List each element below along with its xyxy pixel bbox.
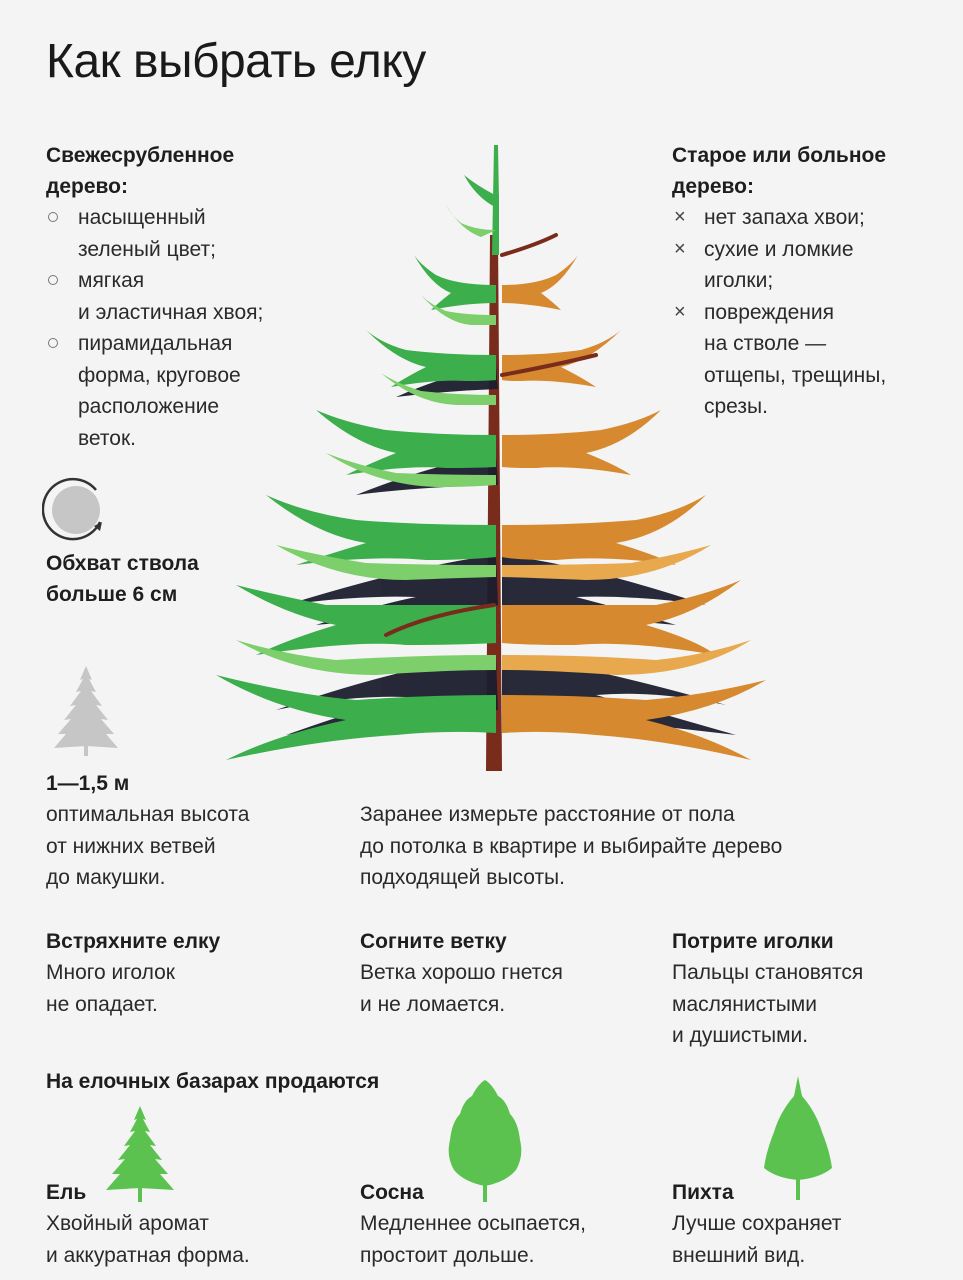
circle-bullet-icon (48, 275, 58, 285)
old-item: × нет запаха хвои; (672, 202, 952, 234)
fresh-item: мягкая и эластичная хвоя; (46, 265, 336, 328)
trunk-girth-label: Обхват ствола больше 6 см (46, 552, 199, 606)
tip-rub: Потрите иголки Пальцы становятся маслянистыми и душистыми. (672, 930, 864, 1047)
height-block (46, 768, 249, 894)
height-value: 1—1,5 м (46, 772, 130, 795)
measure-note: Заранее измерьте расстояние от пола до потолка в квартире и выбирайте дерево подходящей высоты. (360, 803, 783, 889)
fresh-heading: Свежесрубленное дерево: (46, 144, 235, 198)
trunk-girth-icon (42, 476, 112, 546)
market-pine: Сосна Медленнее осыпается, простоит дольше. (360, 1181, 586, 1267)
cross-bullet-icon: × (674, 206, 686, 228)
cross-bullet-icon: × (674, 300, 686, 323)
fresh-item: пирамидальная форма, круговое расположение веток. (46, 328, 336, 454)
height-tree-icon (50, 664, 122, 756)
tip-shake: Встряхните елку Много иголок не опадает. (46, 930, 221, 1016)
page-title: Как выбрать елку (46, 35, 426, 88)
circle-bullet-icon (48, 338, 58, 348)
circle-bullet-icon (48, 212, 58, 222)
market-heading: На елочных базарах продаются (46, 1070, 380, 1093)
cross-bullet-icon: × (674, 237, 686, 260)
tip-bend: Согните ветку Ветка хорошо гнется и не ломается. (360, 930, 563, 1016)
main-tree-illustration (206, 135, 786, 775)
old-item: × сухие и ломкие иголки; (672, 234, 952, 297)
market-fir: Пихта Лучше сохраняет внешний вид. (672, 1181, 842, 1267)
old-item: × повреждения на стволе — отщепы, трещины, срезы. (672, 297, 952, 423)
market-spruce: Ель Хвойный аромат и аккуратная форма. (46, 1181, 250, 1267)
fresh-item: насыщенный зеленый цвет; (46, 202, 336, 265)
old-heading: Старое или больное дерево: (672, 144, 887, 198)
height-desc: оптимальная высота от нижних ветвей до макушки. (46, 803, 250, 889)
